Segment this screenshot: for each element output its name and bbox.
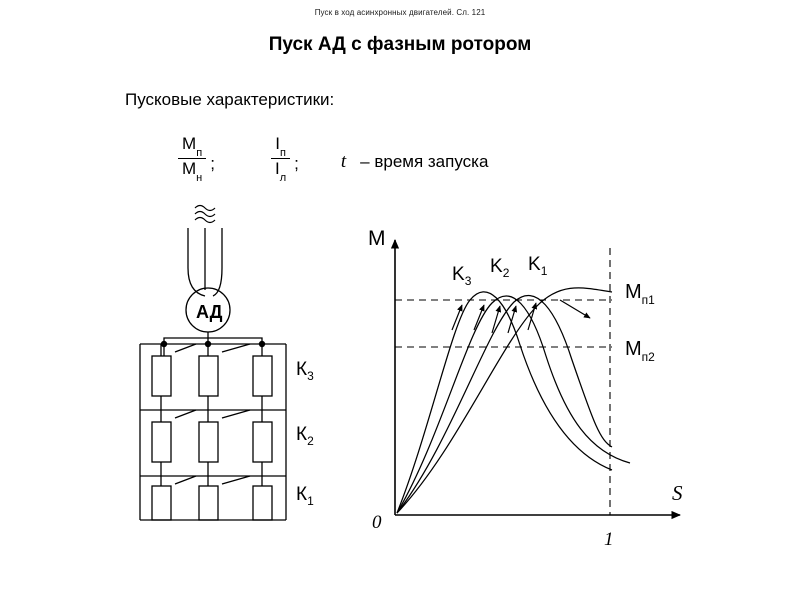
x-axis-label: S — [672, 481, 683, 505]
pointer-arrow-mp1 — [560, 300, 590, 318]
contactor-label-k3: $К_3$ — [296, 359, 314, 383]
curve-label-k1: $K_1$ — [528, 254, 548, 278]
contactor-label-k2: $К_2$ — [296, 424, 314, 448]
motor-label: АД — [196, 302, 223, 322]
fraction-current-numerator: $I_п$ — [271, 134, 290, 159]
fraction-current-separator: ; — [294, 154, 299, 173]
fraction-moment-denominator: $M_н$ — [182, 158, 203, 184]
annotation-mp1: $M_{п1}$ — [625, 281, 655, 307]
page-title: Пуск АД с фазным ротором — [268, 34, 532, 55]
curve-label-k2: $K_2$ — [490, 256, 510, 280]
y-axis-label: M — [368, 227, 386, 250]
time-description: – время запуска — [360, 152, 489, 171]
annotation-mp2: $M_{п2}$ — [625, 338, 655, 364]
fraction-current-denominator: $I_л$ — [274, 158, 287, 184]
contactor-label-k1: $К_1$ — [296, 484, 314, 508]
x-tick-label-1: 1 — [604, 529, 614, 550]
header-note: Пуск в ход асинхронных двигателей. Сл. 121 — [314, 8, 486, 17]
fraction-moment-numerator: $M_п$ — [178, 134, 206, 159]
curve-k3 — [397, 292, 612, 513]
curve-k2 — [397, 296, 630, 513]
subtitle-text: Пусковые характеристики: — [125, 90, 335, 109]
curve-label-k3: $K_3$ — [452, 264, 472, 288]
origin-label: 0 — [372, 512, 382, 533]
fraction-moment-separator: ; — [210, 154, 215, 173]
time-symbol: t — [340, 151, 347, 172]
curve-natural — [397, 288, 612, 513]
curve-k1 — [397, 295, 612, 513]
